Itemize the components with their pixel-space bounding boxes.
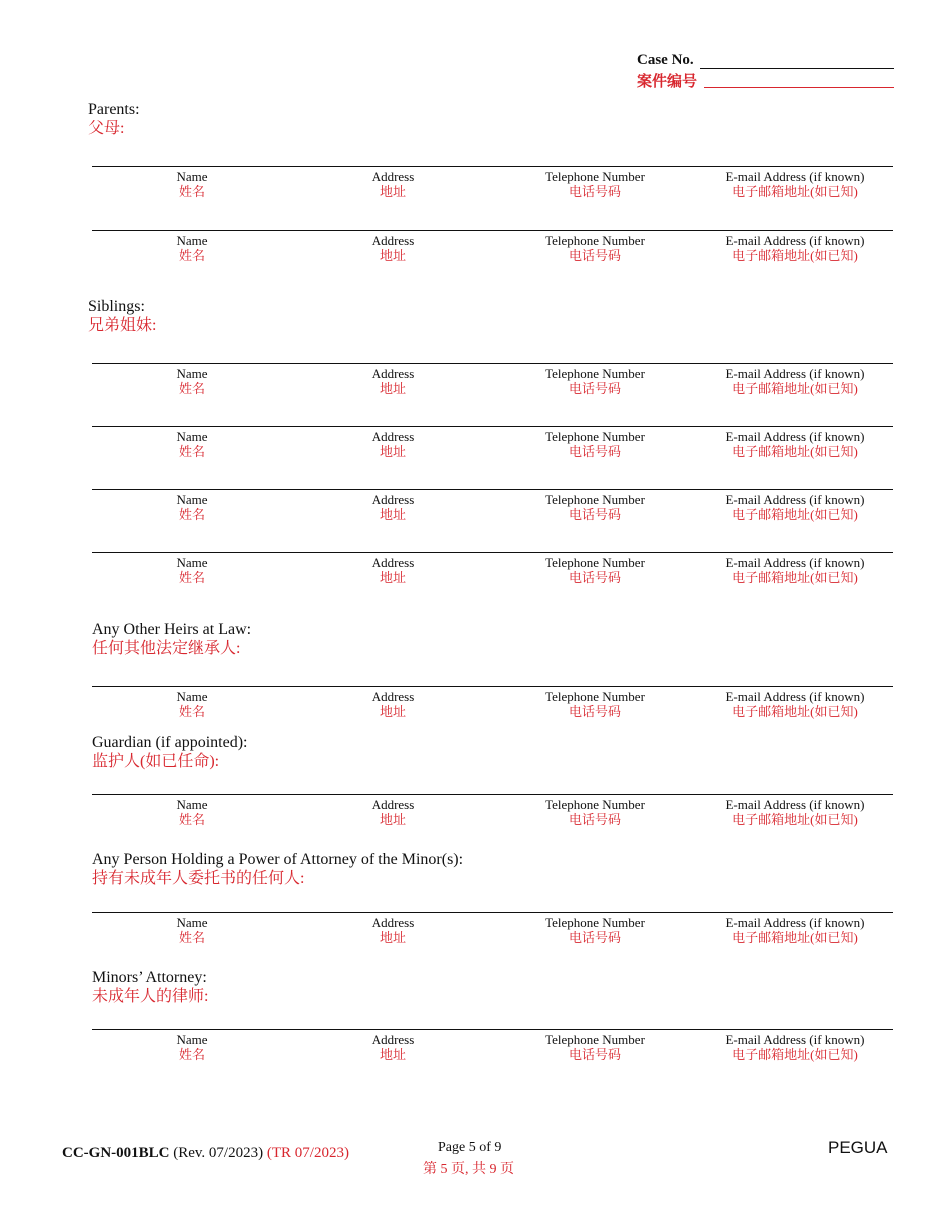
section-heading: [92, 620, 251, 658]
section-heading-en: Parents:: [88, 101, 140, 118]
column-label: [675, 915, 915, 945]
section-heading-en: Siblings:: [88, 298, 145, 315]
column-label-en: Name: [176, 429, 208, 444]
column-label-zh: 电话号码: [568, 570, 621, 585]
column-label-en: Address: [371, 797, 415, 812]
column-label: [675, 555, 915, 585]
column-label-en: E-mail Address (if known): [725, 1032, 865, 1047]
column-label-zh: 姓名: [178, 184, 205, 199]
column-label-zh: 电子邮箱地址(如已知): [732, 930, 858, 945]
column-label-en: Name: [176, 555, 208, 570]
column-label-en: E-mail Address (if known): [725, 689, 865, 704]
column-label-en: Telephone Number: [545, 689, 645, 704]
column-label-zh: 电话号码: [568, 704, 621, 719]
column-label-en: Address: [371, 689, 415, 704]
entry-line[interactable]: [92, 166, 893, 167]
column-label-zh: 电子邮箱地址(如已知): [732, 248, 858, 263]
column-label: [675, 366, 915, 396]
column-label-zh: 地址: [379, 704, 406, 719]
case-no-label: Case No.: [637, 52, 694, 68]
column-label: [675, 429, 915, 459]
section-heading: [92, 850, 463, 888]
section-heading: [92, 733, 248, 771]
column-label-zh: 姓名: [178, 1047, 205, 1062]
column-label-zh: 电子邮箱地址(如已知): [732, 184, 858, 199]
entry-line[interactable]: [92, 1029, 893, 1030]
column-label-zh: 姓名: [178, 930, 205, 945]
column-label-en: E-mail Address (if known): [725, 492, 865, 507]
column-label-zh: 电子邮箱地址(如已知): [732, 570, 858, 585]
column-label: [675, 492, 915, 522]
column-label-zh: 电话号码: [568, 381, 621, 396]
column-label-zh: 电话号码: [568, 444, 621, 459]
column-label: [675, 233, 915, 263]
entry-line[interactable]: [92, 686, 893, 687]
column-label-zh: 地址: [379, 248, 406, 263]
section-heading-en: Any Person Holding a Power of Attorney of the Minor(s):: [92, 851, 464, 868]
column-label-en: E-mail Address (if known): [725, 797, 865, 812]
entry-line[interactable]: [92, 912, 893, 913]
section-heading-en: Guardian (if appointed):: [92, 734, 248, 751]
column-label-en: Telephone Number: [545, 233, 645, 248]
column-label-zh: 电话号码: [568, 1047, 621, 1062]
translation-revision: (TR 07/2023): [266, 1145, 349, 1161]
column-label-en: Address: [371, 555, 415, 570]
column-label-zh: 地址: [379, 1047, 406, 1062]
column-label-en: Telephone Number: [545, 492, 645, 507]
column-label-zh: 电子邮箱地址(如已知): [732, 704, 858, 719]
section-heading-zh: 持有未成年人委托书的任何人:: [92, 870, 305, 887]
column-label-zh: 地址: [379, 507, 406, 522]
section-heading-en: Minors’ Attorney:: [92, 969, 207, 986]
column-label-en: Telephone Number: [545, 366, 645, 381]
column-label-zh: 姓名: [178, 570, 205, 585]
column-label-en: Name: [176, 689, 208, 704]
column-label: [675, 169, 915, 199]
brand-mark: PEGUA: [828, 1138, 888, 1157]
column-label-en: Name: [176, 366, 208, 381]
column-label-en: Address: [371, 366, 415, 381]
column-label-en: E-mail Address (if known): [725, 366, 865, 381]
column-label-zh: 电子邮箱地址(如已知): [732, 507, 858, 522]
column-label-en: Telephone Number: [545, 555, 645, 570]
column-label-zh: 姓名: [178, 444, 205, 459]
column-label-zh: 地址: [379, 184, 406, 199]
revision: (Rev. 07/2023): [173, 1145, 264, 1161]
entry-line[interactable]: [92, 489, 893, 490]
case-no-label-zh: 案件编号: [637, 74, 698, 90]
column-label-en: Name: [176, 797, 208, 812]
page-number: Page 5 of 9: [438, 1140, 502, 1155]
column-label-en: Telephone Number: [545, 429, 645, 444]
case-no-field[interactable]: [700, 68, 894, 69]
column-label-zh: 地址: [379, 444, 406, 459]
column-label-en: Name: [176, 1032, 208, 1047]
column-label: [675, 689, 915, 719]
section-heading-zh: 任何其他法定继承人:: [92, 640, 241, 657]
entry-line[interactable]: [92, 426, 893, 427]
column-label-en: Telephone Number: [545, 169, 645, 184]
column-label: [675, 1032, 915, 1062]
column-label-zh: 电子邮箱地址(如已知): [732, 444, 858, 459]
column-label-en: Address: [371, 429, 415, 444]
form-id: CC-GN-001BLC: [62, 1145, 170, 1161]
column-label-zh: 姓名: [178, 704, 205, 719]
section-heading-en: Any Other Heirs at Law:: [92, 621, 252, 638]
column-label-zh: 姓名: [178, 507, 205, 522]
section-heading: [92, 968, 208, 1006]
case-no-field-zh: [704, 87, 894, 88]
column-label-en: Name: [176, 492, 208, 507]
column-label-en: E-mail Address (if known): [725, 169, 865, 184]
entry-line[interactable]: [92, 552, 893, 553]
column-label-en: E-mail Address (if known): [725, 233, 865, 248]
section-heading-zh: 监护人(如已任命):: [92, 753, 220, 770]
column-label-en: E-mail Address (if known): [725, 915, 865, 930]
column-label-en: Address: [371, 233, 415, 248]
column-label: [675, 797, 915, 827]
column-label-zh: 地址: [379, 381, 406, 396]
section-heading: [88, 100, 140, 138]
column-label-en: Name: [176, 915, 208, 930]
column-label-en: Address: [371, 492, 415, 507]
column-label-en: Telephone Number: [545, 797, 645, 812]
column-label-zh: 电话号码: [568, 248, 621, 263]
form-id-line: [62, 1145, 349, 1162]
column-label-en: Telephone Number: [545, 1032, 645, 1047]
column-label-en: Telephone Number: [545, 915, 645, 930]
column-label-zh: 电子邮箱地址(如已知): [732, 812, 858, 827]
column-label-zh: 电子邮箱地址(如已知): [732, 381, 858, 396]
section-heading-zh: 未成年人的律师:: [92, 988, 209, 1005]
column-label-en: Name: [176, 169, 208, 184]
column-label-en: Name: [176, 233, 208, 248]
section-heading-zh: 兄弟姐妹:: [88, 317, 157, 334]
column-label-zh: 电话号码: [568, 507, 621, 522]
page-number-zh: 第 5 页, 共 9 页: [423, 1162, 514, 1177]
entry-line[interactable]: [92, 230, 893, 231]
column-label-zh: 地址: [379, 812, 406, 827]
column-label-zh: 地址: [379, 930, 406, 945]
column-label-en: Address: [371, 169, 415, 184]
column-label-zh: 电话号码: [568, 184, 621, 199]
entry-line[interactable]: [92, 794, 893, 795]
section-heading-zh: 父母:: [88, 120, 125, 137]
column-label-zh: 姓名: [178, 381, 205, 396]
column-label-en: E-mail Address (if known): [725, 429, 865, 444]
column-label-en: E-mail Address (if known): [725, 555, 865, 570]
section-heading: [88, 297, 156, 335]
column-label-zh: 姓名: [178, 248, 205, 263]
column-label-zh: 电子邮箱地址(如已知): [732, 1047, 858, 1062]
column-label-en: Address: [371, 1032, 415, 1047]
column-label-zh: 电话号码: [568, 930, 621, 945]
entry-line[interactable]: [92, 363, 893, 364]
column-label-en: Address: [371, 915, 415, 930]
column-label-zh: 电话号码: [568, 812, 621, 827]
column-label-zh: 姓名: [178, 812, 205, 827]
column-label-zh: 地址: [379, 570, 406, 585]
